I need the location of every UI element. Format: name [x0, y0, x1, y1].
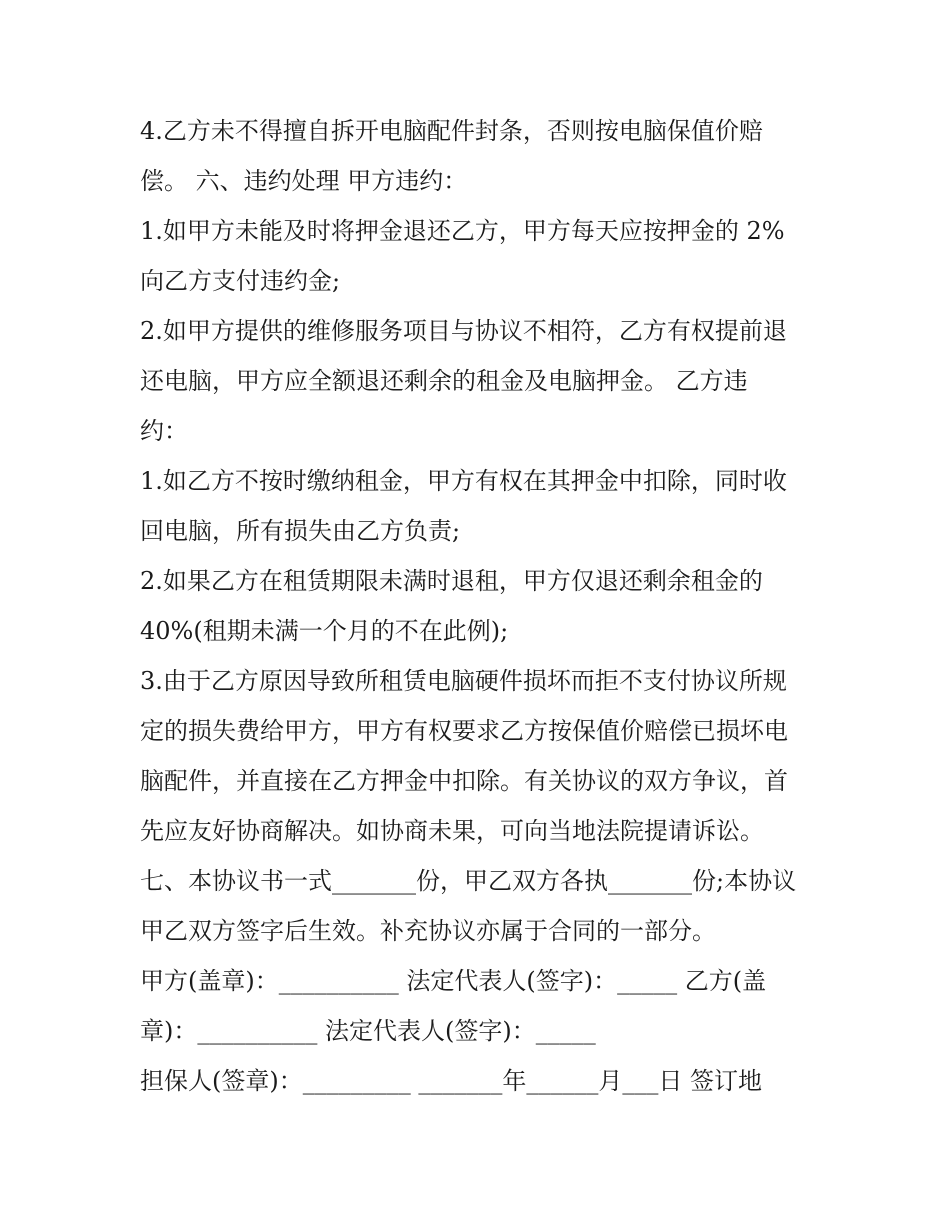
text-line: 2.如果乙方在租赁期限未满时退租，甲方仅退还剩余租金的: [140, 567, 763, 595]
text-line: 回电脑，所有损失由乙方负责;: [140, 517, 461, 545]
text-line: 4.乙方未不得擅自拆开电脑配件封条，否则按电脑保值价赔: [140, 117, 763, 145]
text-line: 3.由于乙方原因导致所租赁电脑硬件损坏而拒不支付协议所规: [140, 667, 787, 695]
text-line: 定的损失费给甲方，甲方有权要求乙方按保值价赔偿已损坏电: [140, 717, 788, 745]
text-line: 还电脑，甲方应全额退还剩余的租金及电脑押金。 乙方违: [140, 367, 748, 395]
text-line: 1.如乙方不按时缴纳租金，甲方有权在其押金中扣除，同时收: [140, 467, 787, 495]
text-line: 脑配件，并直接在乙方押金中扣除。有关协议的双方争议，首: [140, 767, 788, 795]
text-line: 40%(租期未满一个月的不在此例);: [140, 617, 509, 645]
text-line: 七、本协议书一式_______份，甲乙双方各执_______份;本协议: [140, 867, 797, 895]
text-line: 1.如甲方未能及时将押金退还乙方，甲方每天应按押金的 2%: [140, 217, 785, 245]
text-line: 2.如甲方提供的维修服务项目与协议不相符，乙方有权提前退: [140, 317, 787, 345]
signature-line: 担保人(签章)：_________ _______年______月___日 签订地: [140, 1067, 762, 1095]
text-line: 先应友好协商解决。如协商未果，可向当地法院提请诉讼。: [140, 817, 764, 845]
text-line: 约：: [140, 417, 188, 445]
text-line: 向乙方支付违约金;: [140, 267, 341, 295]
signature-line: 甲方(盖章)：__________ 法定代表人(签字)：_____ 乙方(盖: [140, 967, 767, 995]
text-line: 偿。 六、违约处理 甲方违约：: [140, 167, 468, 195]
signature-line: 章)：__________ 法定代表人(签字)：_____: [140, 1017, 596, 1045]
text-line: 甲乙双方签字后生效。补充协议亦属于合同的一部分。: [140, 917, 716, 945]
contract-text: [140, 106, 820, 1106]
